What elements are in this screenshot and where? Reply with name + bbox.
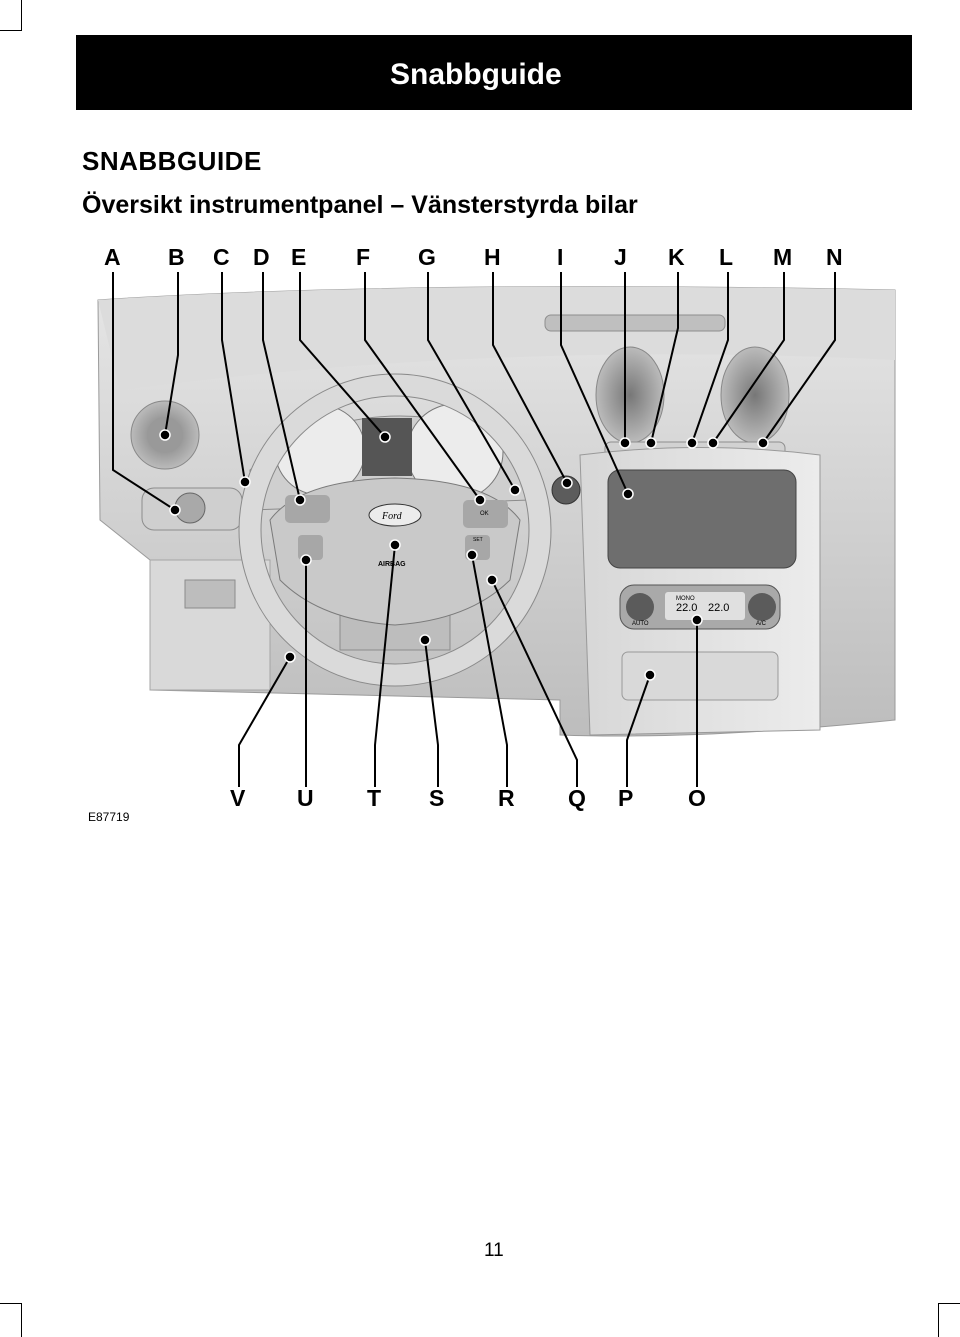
lower-left-slot — [185, 580, 235, 608]
crop-mark — [21, 0, 22, 30]
callout-k: K — [668, 244, 685, 270]
sub-heading: Översikt instrumentpanel – Vänsterstyrda bilar — [82, 191, 638, 219]
callout-l: L — [719, 244, 734, 270]
crop-mark — [938, 1303, 939, 1337]
callout-g: G — [418, 244, 436, 270]
page-number: 11 — [484, 1240, 504, 1261]
callout-a: A — [104, 244, 121, 270]
crop-mark — [0, 30, 22, 31]
callout-s: S — [429, 785, 445, 811]
set-label: SET — [473, 537, 483, 543]
callout-r: R — [498, 785, 515, 811]
airbag-label: AIRBAG — [378, 561, 406, 568]
callout-d: D — [253, 244, 270, 270]
climate-left-temp: 22.0 — [676, 602, 698, 614]
callout-e: E — [291, 244, 307, 270]
callout-f: F — [356, 244, 371, 270]
callout-m: M — [773, 244, 793, 270]
climate-mono-label: MONO — [676, 596, 695, 602]
callout-t: T — [367, 785, 382, 811]
crop-mark — [21, 1303, 22, 1337]
section-heading: SNABBGUIDE — [82, 146, 262, 176]
callout-c: C — [213, 244, 230, 270]
dashboard-svg — [0, 230, 960, 850]
climate-knob-right — [748, 593, 776, 621]
center-vent-right — [721, 347, 789, 443]
cluster-center-display — [362, 418, 412, 476]
callout-j: J — [614, 244, 627, 270]
callout-o: O — [688, 785, 706, 811]
defrost-vent — [545, 315, 725, 331]
climate-ac-label: A/C — [756, 621, 767, 627]
left-spoke-controls — [285, 495, 330, 523]
crop-mark — [938, 1303, 960, 1304]
figure-id: E87719 — [88, 810, 130, 824]
callout-v: V — [230, 785, 246, 811]
callout-i: I — [557, 244, 564, 270]
page-title: Snabbguide — [390, 58, 562, 91]
callout-p: P — [618, 785, 634, 811]
callout-b: B — [168, 244, 185, 270]
center-display — [608, 470, 796, 568]
climate-right-temp: 22.0 — [708, 602, 730, 614]
callout-u: U — [297, 785, 314, 811]
callout-q: Q — [568, 785, 586, 811]
callout-h: H — [484, 244, 501, 270]
dashboard-illustration — [0, 230, 960, 850]
ok-label: OK — [480, 511, 489, 517]
ford-emblem-label: Ford — [382, 511, 402, 522]
crop-mark — [0, 1303, 22, 1304]
callout-n: N — [826, 244, 843, 270]
climate-auto-label: AUTO — [632, 621, 649, 627]
climate-knob-left — [626, 593, 654, 621]
